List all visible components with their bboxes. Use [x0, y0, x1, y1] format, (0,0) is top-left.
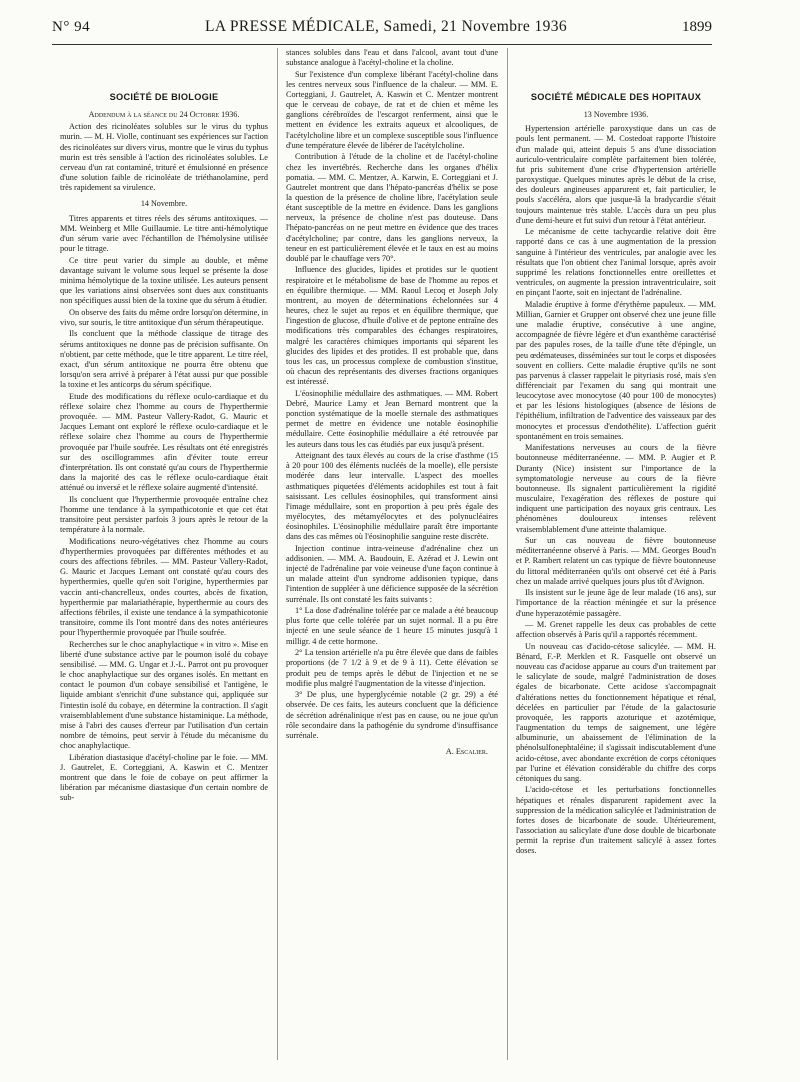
signature: A. Escalier.	[445, 746, 488, 756]
article-paragraph: On observe des faits du même ordre lorsqu'on détermine, in vivo, sur souris, le titre antitoxique d'un sérum thérapeutique.	[60, 307, 268, 327]
section-title-hopitaux: SOCIÉTÉ MÉDICALE DES HOPITAUX	[530, 92, 702, 102]
article-paragraph: Action des ricinoléates solubles sur le virus du typhus murin. — M. H. Violle, continuant ses expériences sur l'action des ricinoléates sur divers virus, montre que le virus du typhus murin est très sensible à l'action des ricinoléates solubles. Le cerveau d'un rat contaminé, trituré et émulsionné en présence d'une solution faible de ricinoléate de triéthanolamine, perd très rapidement sa virulence.	[60, 122, 268, 193]
article-paragraph: Le mécanisme de cette tachycardie relative doit être rapporté dans ce cas à une augmentation de la pression sanguine à l'intérieur des ventricules, par analogie avec les résultats que l'on obtient chez l'animal lorsque, après avoir supprimé les relations fonctionnelles entre oreillettes et ventricules, on augmente la pression intraventriculaire, soit en pinçant l'aorte, soit en injectant de l'adrénaline.	[516, 227, 716, 298]
session-date: 14 Novembre.	[140, 199, 188, 209]
page-number: 1899	[682, 19, 712, 35]
article-paragraph: Recherches sur le choc anaphylactique « in vitro ». Mise en liberté d'une substance active par le poumon isolé du cobaye sensibilisé. — MM. G. Ungar et J.-L. Parrot ont pu provoquer le choc anaphylactique sur des organes isolés. En mettant en contact le poumon d'un cobaye sensibilisé et l'antigène, le liquide ambiant s'enrichit d'une substance qui, appliquée sur l'intestin isolé du cobaye, en détermine la contraction. Il s'agit vraisemblablement d'une substance histaminique. La méthode, mise à l'abri des causes d'erreur par l'utilisation d'un certain nombre de témoins, peut servir à l'étude du mécanisme du choc anaphylactique.	[60, 639, 268, 751]
article-paragraph: 3° De plus, une hyperglycémie notable (2 gr. 29) a été observée. De ces faits, les auteurs concluent que la déficience de sécrétion adrénalinique n'est pas en cause, ou ne joue qu'un rôle secondaire dans la pathogénie du syndrome d'insuffisance surrénale.	[286, 690, 498, 740]
article-paragraph: — M. Grenet rappelle les deux cas probables de cette affection observés à Paris qu'il a rapportés récemment.	[516, 620, 716, 640]
column-divider	[507, 48, 508, 1060]
column-2	[286, 48, 498, 1062]
article-paragraph: Contribution à l'étude de la choline et de l'acétyl-choline chez les invertébrés. Recherche dans les organes d'hélix pomatia. — MM. C. Mentzer, A. Karwin, E. Corteggiani et J. Gautrelet montrent que dans l'hépato-pancréas d'hélix se pose la question de la présence de choline libre, l'acétylation seule étant susceptible de la mettre en évidence. Dans les ganglions nerveux, la présence de choline n'est pas douteuse. Dans l'hépato-pancréas on ne peut mettre en évidence que des traces d'acétylcholine; par contre, dans les ganglions nerveux, la teneur en est particulièrement élevée et le taux en est au moins doublé par le chauffage vers 70°.	[286, 152, 498, 263]
column-1	[60, 58, 268, 1062]
section-subtitle: Addendum à la séance du 24 Octobre 1936.	[88, 110, 240, 120]
article-paragraph: Ils insistent sur le jeune âge de leur malade (16 ans), sur l'importance de la réaction méningée et sur la présence d'une hyperazotémie passagère.	[516, 588, 716, 618]
article-paragraph: Maladie éruptive à forme d'érythème papuleux. — MM. Millian, Garnier et Grupper ont observé chez une jeune fille une maladie éruptive, consécutive à une angine, accompagnée de fièvre légère et d'un exanthème caractérisé par des papules roses, de la taille d'une tête d'épingle, un peu œdémateuses, disséminées sur tout le corps et disposées souvent en colliers. Cette maladie éruptive qu'ils ne sont pas parvenus à classer rappelait le pityriasis rosé, mais s'en différenciait par l'examen du sang qui montrait une leucocytose avec monocytose (40 pour 100 de monocytes) et par les lésions histologiques (absence de lésions de l'épithélium, infiltration de l'adventice des vaisseaux par des monocytes et processus d'endothélite). L'affection guérit spontanément en trois semaines.	[516, 299, 716, 441]
article-paragraph: Modifications neuro-végétatives chez l'homme au cours d'hyperthermies provoquées par différentes méthodes et au cours des affections fébriles. — MM. Pasteur Vallery-Radot, G. Mauric et Jacques Lemant ont constaté qu'au cours des hyperthermies, quelle qu'en soit l'origine, hyperthermies par vaccin anti-chancrelleux, ondes courtes, abcès de fixation, hyperthermie par malariathérapie, hyperthermie au cours des affections fébriles, il existe une tendance à la sympathicotonie transitoire, comme ils l'ont montré dans des notes antérieures pour l'hyperthermie provoquée par l'huile soufrée.	[60, 536, 268, 638]
issue-number: N° 94	[52, 19, 91, 35]
article-paragraph: Ce titre peut varier du simple au double, et même davantage suivant le volume sous lequel se présente la dose minima hémolytique de la toxine utilisée. Les auteurs pensent que les variations ainsi observées sont dues aux constituants non spécifiques aussi bien de la toxine que du sérum à étudier.	[60, 255, 268, 306]
journal-title: LA PRESSE MÉDICALE, Samedi, 21 Novembre 1936	[205, 18, 568, 35]
article-paragraph: Ils concluent que l'hyperthermie provoquée entraîne chez l'homme une tendance à la sympathicotonie et que cet état transitoire peut persister parfois 3 jours après le retour de la température à la normale.	[60, 494, 268, 535]
article-paragraph: Ils concluent que la méthode classique de titrage des sérums antitoxiques ne donne pas de précision suffisante. On n'obtient, par cette méthode, que le titre apparent. Le titre réel, exact, d'un sérum antitoxique ne pourra être obtenu que lorsqu'on sera arrivé à préparer à l'état aussi pur que possible la toxine et les anticorps du sérum spécifique.	[60, 329, 268, 390]
article-paragraph: Hypertension artérielle paroxystique dans un cas de pouls lent permanent. — M. Costedoat rapporte l'histoire d'un malade qui, atteint depuis 5 ans d'une dissociation auriculo-ventriculaire complète parfaitement bien tolérée, fut pris subitement d'une crise d'hypertension artérielle paroxystique. Quelques minutes après le début de la crise, des douleurs angineuses apparurent et, fait particulier, le pouls s'accéléra, alors que jusque-là la bradycardie s'était toujours maintenue très stable. L'accès dura un peu plus d'une demi-heure et fut suivi d'un retour à l'état antérieur.	[516, 124, 716, 225]
article-paragraph: stances solubles dans l'eau et dans l'alcool, avant tout d'une substance analogue à l'acétyl-choline et la choline.	[286, 48, 498, 68]
article-paragraph: Sur un cas nouveau de fièvre boutonneuse méditerranéenne observé à Paris. — MM. Georges Boud'n et P. Rambert relatent un cas typique de fièvre boutonneuse du littoral méditerranéen qu'ils ont observé cet été à Paris chez un malade arrivé quelques jours plus tôt d'Avignon.	[516, 536, 716, 586]
column-divider	[277, 48, 278, 1060]
article-paragraph: Injection continue intra-veineuse d'adrénaline chez un addisonien. — MM. A. Baudouin, E. Azérad et J. Lewin ont injecté de l'adrénaline par voie veineuse d'une façon continue à un malade atteint d'un syndrome addisonien typique, dans l'intention de suppléer à une déficience supposée de la sécrétion surrénale. Ils ont constaté les faits suivants :	[286, 543, 498, 604]
section-title-biologie: SOCIÉTÉ DE BIOLOGIE	[109, 92, 219, 102]
session-date: 13 Novembre 1936.	[583, 110, 649, 120]
article-paragraph: Influence des glucides, lipides et protides sur le quotient respiratoire et le métabolisme de base de l'homme au repos et en équilibre thermique. — MM. Raoul Lecoq et Joseph Joly montrent, au moyen de déterminations échelonnées sur 4 heures, chez le sujet au repos et en équilibre thermique, que l'ingestion de glucose, d'huile d'olive et de peptone entraîne des modifications très comparables des échanges respiratoires, malgré les caractères chimiques importants qui séparent les glucides des lipides et des protides. Il est probable que, dans tous les cas, un processus complexe de combustion s'institue, où chacun des représentants des diverses fractions organiques est intéressé.	[286, 265, 498, 387]
article-paragraph: Etude des modifications du réflexe oculo-cardiaque et du réflexe solaire chez l'homme au cours de l'hyperthermie provoquée. — MM. Pasteur Vallery-Radot, G. Mauric et Jacques Lemant ont exploré le réflexe oculo-cardiaque et le réflexe solaire chez l'homme au cours de l'hyperthermie provoquée par l'huile soufrée. Les résultats ont été enregistrés sur des oscillogrammes afin d'éviter toute erreur d'interprétation. Ils ont constaté qu'au cours de l'hyperthermie dans la majorité des cas le réflexe oculo-cardiaque était atténué ou inversé et le réflexe solaire augmenté d'intensité.	[60, 391, 268, 493]
article-paragraph: Sur l'existence d'un complexe libérant l'acétyl-choline dans les centres nerveux sous l'influence de la chaleur. — MM. E. Corteggiani, J. Gautrelet, A. Kaswin et C. Mentzer montrent que le cerveau de cobaye, de rat et de chien et même les ganglions cérébroïdes de l'escargot renferment, ainsi que le mettent en évidence les extraits aqueux et alcooliques, de l'acétylcholine libre et un complexe susceptible sous l'influence d'une température élevée de libérer de l'acétylcholine.	[286, 69, 498, 150]
article-paragraph: Titres apparents et titres réels des sérums antitoxiques. — MM. Weinberg et Mlle Guillaumie. Le titre anti-hémolytique d'un sérum varie avec l'échantillon de l'hémolysine utilisée pour le titrage.	[60, 213, 268, 254]
article-paragraph: Libération diastasique d'acétyl-choline par le foie. — MM. J. Gautrelet, E. Corteggiani, A. Kaswin et C. Mentzer montrent que dans le foie de cobaye on peut affirmer la libération par mécanisme diastasique d'un certain nombre de sub-	[60, 752, 268, 803]
article-paragraph: 2° La tension artérielle n'a pu être élevée que dans de faibles proportions (de 7 1/2 à 9 et de 9 à 11). Cette élévation se produit peu de temps après le début de l'injection et ne se modifie plus malgré l'augmentation de la vitesse d'injection.	[286, 648, 498, 688]
article-paragraph: Un nouveau cas d'acido-cétose salicylée. — MM. H. Bénard, F.-P. Merklen et R. Fasquelle ont observé un nouveau cas d'acidose apparue au cours d'un traitement par le salicylate de soude, malgré l'administration de doses égales de bicarbonate. Cette acidose s'accompagnait d'altérations nettes du fonctionnement hépatique et rénal, décelées en particulier par l'étude de la galactosurie provoquée, les rapports azoturique et azotémique, l'augmentation du temps de saignement, une légère albuminurie, un abaissement de l'élimination de la phénolsulfonephtaléine; il s'agissait indiscutablement d'une acido-cétose, avec abondante excrétion de corps cétoniques par l'urine et élévation considérable du chiffre des corps cétoniques du sang.	[516, 641, 716, 783]
article-paragraph: L'éosinophilie médullaire des asthmatiques. — MM. Robert Debré, Maurice Lamy et Jean Bernard montrent que la ponction systématique de la moelle sternale des asthmatiques permet de mettre en évidence une notable éosinophilie médullaire. Cette éosinophilie médullaire a été retrouvée par les auteurs dans tous les cas étudiés par eux jusqu'à présent.	[286, 388, 498, 449]
article-paragraph: Atteignant des taux élevés au cours de la crise d'asthme (15 à 20 pour 100 des éléments nucléés de la moelle), elle persiste modérée dans leur intervalle. L'aspect des moelles asthmatiques piquetées d'éléments acidophiles est tout à fait saisissant. Les cellules éosinophiles, qui transforment ainsi l'image médullaire, sont en proportion à peu près égale des myélocytes, des métamyélocytes et des polynucléaires éosinophiles. L'éosinophilie médullaire paraît être importante dans des cas mêmes où l'éosinophilie sanguine reste discrète.	[286, 451, 498, 542]
column-3	[516, 58, 716, 1062]
article-paragraph: Manifestations nerveuses au cours de la fièvre boutonneuse méditerranéenne. — MM. P. Augier et P. Duranty (Nice) insistent sur l'importance de la symptomatologie nerveuse au cours de la fièvre boutonneuse. Ils signalent particulièrement la rigidité musculaire, l'exagération des réflexes de posture qui indiquent une participation des noyaux gris centraux. Les phénomènes douloureux intenses relèvent vraisemblablement d'une atteinte thalamique.	[516, 443, 716, 534]
article-paragraph: 1° La dose d'adrénaline tolérée par ce malade a été beaucoup plus forte que celle tolérée par un sujet normal. Il a pu être injecté en une seule séance de 1 heure 15 minutes jusqu'à 1 milligr. 4 de cette hormone.	[286, 606, 498, 646]
header-rule	[52, 44, 712, 45]
page-header	[52, 18, 712, 44]
article-paragraph: L'acido-cétose et les perturbations fonctionnelles hépatiques et rénales disparurent rapidement avec la suppression de la médication salicylée et l'administration de fortes doses de bicarbonate de soude. Ultérieurement, l'association au salicylate d'une dose double de bicarbonate permit la reprise d'un traitement salicylé à assez fortes doses.	[516, 785, 716, 856]
